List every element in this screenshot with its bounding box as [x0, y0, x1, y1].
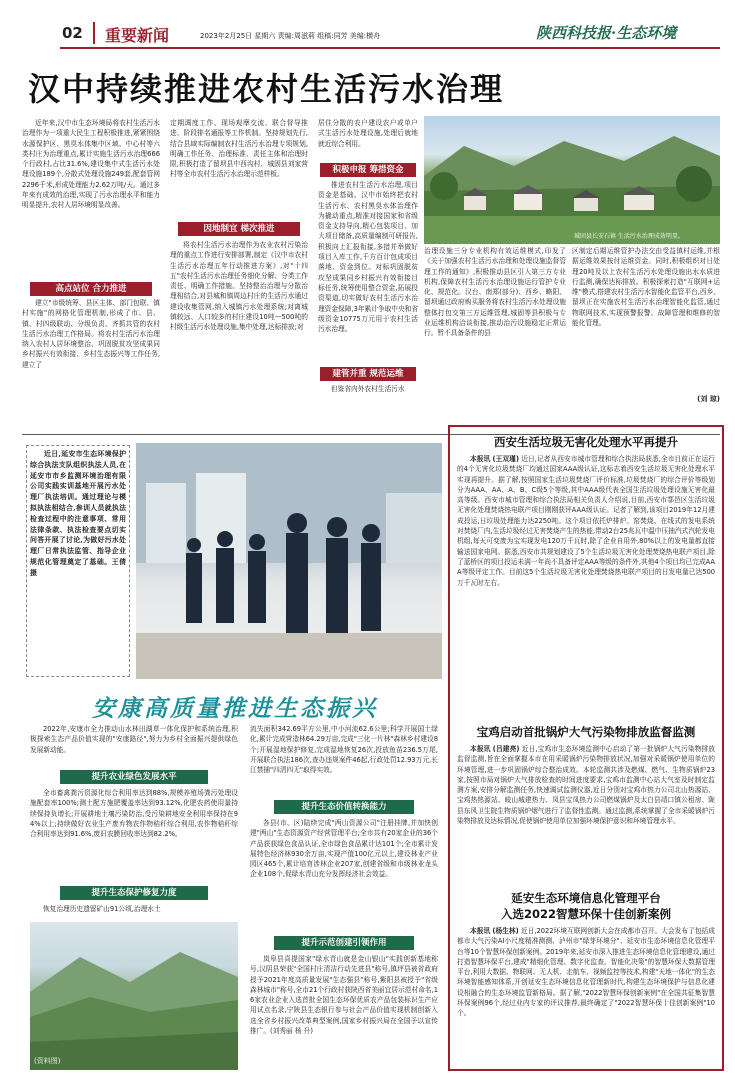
photo-caption: 城固县长安石镇 生活污水治理成效明显。 [574, 233, 684, 240]
header-rule [60, 47, 720, 49]
article-author: (刘 琼) [697, 395, 720, 403]
subheading: 高点站位 合力推进 [30, 282, 152, 296]
people-graphic [136, 443, 442, 679]
article-paragraph: 但鉴省内外农村生活污水 [331, 385, 405, 393]
subheading: 建管并重 规范运维 [320, 367, 416, 381]
article-body: 近日,宝鸡市生态环境监测中心启动了第一批锅炉大气污染物排放监督监测,旨在全面掌握本市在用采暖锅炉污染物排放状况,加强对采暖锅炉使用单位的环境管理,进一步巩固锅炉综合整治成效。本轮监测共涉及燃煤、燃气、生物质锅炉23家,按照市局对锅炉大气排放检查的时间进度要求,宝鸡市监测中心站大气室及时制定监测方案,安排分解监测任务,快速调试监测仪器,近日分别对宝鸡市热力公司北山热源站、宝鸡热热源站、岐山城建热力、凤县宝凤热力公司燃煤锅炉及太白县靖口镇公租房、陇县东风卫生院生物质锅炉烟气进行了监督性监测。通过监测,系统掌握了全市采暖锅炉污染物排放及达标情况,促使锅炉使用单位加强环境保护意识和环境管理水平。 [457, 745, 715, 826]
hanzhong-col-1 [22, 118, 160, 428]
author: (杨生林) [492, 927, 519, 935]
subheading: 提升生态价值转换能力 [274, 800, 414, 814]
ankang-title: 安康高质量推进生态振兴 [92, 695, 378, 722]
subheading: 提升农业绿色发展水平 [60, 770, 208, 784]
village-photo [424, 116, 720, 244]
xian-body [457, 454, 715, 714]
brand-logo: 陕西科技报·生态环境 [536, 24, 677, 42]
subheading: 提升示范创建引领作用 [274, 936, 414, 950]
baoji-title: 宝鸡启动首批锅炉大气污染物排放监督监测 [476, 725, 696, 739]
hanzhong-col-3 [318, 118, 418, 428]
article-paragraph: 将农村生活污水治理作为农业农村污染治理的重点工作进行安排部署,制定《汉中市农村生活污水治理五年行动推进方案》,对"十四五"农村生活污水治理任务细化分解、分类工作责任、明确工作措施。坚持整治治理与分散治理相结合,对县城和镇周边村庄的生活污水通过建设收集管网,纳入城镇污水处理系统;对离城镇较远、人口较多的村庄建设10吨—500吨的村级生活污水处理设施,集中处理,达标排放;对 [170, 241, 308, 332]
author: (王双瑾) [492, 455, 520, 463]
right-news-box [448, 425, 724, 1071]
article-paragraph: 近年来,汉中市生态环境局将农村生活污水治理作为一项重大民生工程积极推进,紧紧围绕水源保护区、黑臭水体集中区域、中心村等六类村庄为治理重点,累计实施生活污水治理666个行政村,占比31.6%,建设集中式生活污水处理设施189个,分散式处理设施249套,配套管网2296千米,形成处理能力2.62万吨/天。通过多年来有成效的治理,实现了污水治理水平和能力明显提升,农村人居环境明显改善。 [22, 119, 160, 210]
article-paragraph: 居住分散的农户建设农户或单户式生活污水处理设施,处理后就地就近综合利用。 [318, 119, 418, 148]
article-body: 近日,2022环境互联网创新大会在成都市召开。大会发布了包括成都市大气污染AI小尺度精准测测、泸州市"绿芽环境分"、延安市生态环境信息化管理平台等10个智慧环保创新案例。2019年来,延安市深入推进生态环境信息化管理建设,通过打造智慧环保平台,建成"精细化管理、数字化监查、智能化决策"的智慧环保大数据管理平台,利用大数据、物联网、无人机、走航车、视频监控等技术,构建"天地一体化"的生态环境智能感知体系,开创延安生态环境信息化管理新时代,构建生态环境保护与信息化建设相融合的生态环境监管新格局。据了解,"2022智慧环保创新案例"在全国共征集智慧环保案例96个,经过业内专家的评议推荐,最终确定了"2022智慧环保十佳创新案例"10个。 [457, 927, 715, 1018]
header-info: 2023年2月25日 星期六 责编:周滋莉 组稿:同芳 美编:横舟 [200, 32, 381, 40]
page-number: 02 [62, 24, 83, 42]
photo-caption: (资料图) [34, 1057, 61, 1065]
article-body: 近日,记者从西安市城市管理和综合执法局获悉,全市目前正在运行的4个无害化垃圾焚烧厂均通过国家AAA级认证,这标志着西安生活垃圾无害化处理水平实现再提升。据了解,按照国家生活垃圾焚烧厂评价标准,垃圾焚烧厂的综合评价等级划分为AAA、AA、A、B、C级5个等级,其中AAA级代表全国生活垃圾处理设施无害化最高等级。西安市城市管理和综合执法局相关负责人介绍说,目前,西安市鄠邑区生活垃圾无害化处理焚烧热电联产项目刚刚获评AAA级认证。记者了解到,该项目2019年12月建成投运,日垃圾处理能力达2250吨。这个项目依托炉排炉、窑焚烧、在线式的发电系统对焚烧厂内,生活垃圾经过无害焚烧产生的热能,带动2台25兆瓦中温中压抽汽式汽轮发电机组,每天可变废为宝实现发电120万千瓦时,除了企业自用外,80%以上的发电量都直接输送国家电网。据悉,西安市共规划建设了5个生活垃圾无害化处理焚烧热电联产项目,除了蓝桥区的项目投运未满一年尚不具备评定AAA等级的条件外,其他4个项目均已完成AAA等级评定工作。目前这5个生活垃圾无害化处理焚烧热电联产项目的日发电量已达500万千瓦时左右。 [457, 455, 715, 587]
article-paragraph: 恢复治理历史遗留矿山91公顷,治理水土 [43, 905, 161, 913]
ankang-col-1 [30, 724, 238, 1070]
hanzhong-col-4 [424, 246, 566, 430]
article-paragraph: 岚皋县喜提国家"绿水青山就是金山银山"实践创新基地称号,汉阴县荣获"全国村庄清洁行动先进县"称号,镇坪县被省政府授予2021年度高质量发展"生态强县"称号,紫阳县被授予"省级森林城市"称号,全市21个行政村获陕西省美丽宜居示范村命名,16家农业企业入选首批全国生态环保优质农产品包装标识生产应用试点名录,宁陕县生态银行参与社会产品价值实现机制创新入选全省乡村振兴改革典型案例,国家乡村振兴局在全国予以宣传推广。(刘秀丽 杨 升) [250, 955, 438, 1036]
article-paragraph: 全市畜禽粪污资源化综合利用率达到88%,规模养殖场粪污处理设施配套率100%;测土配方施肥覆盖率达到93.12%,化肥农药使用量持续保持负增长;开展耕地土壤污染防治,受污染耕地安全利用率保持在94%以上;持续做好农业生产废弃物农作物秸秆综合利用,农作物秸秆综合利用率达到91.6%,废旧农膜回收率达到82.2%。 [30, 789, 238, 839]
article-paragraph: 推进农村生活污水治理,项目资金是基础。汉中市始终把农村生活污水、农村黑臭水体治理作为撬动重点,精准对接国家和省级资金支持导向,精心包装项目、加大项目储备,高质量编制可研报告,积极向上汇报衔接,多措并举做好项目入库工作,千方百计包成项目落地、资金到位。对标巩固脱贫攻坚成果同乡村振兴有效衔接目标任务,统筹使用整合资金,拓展投资渠道,切实做好农村生活污水治理资金保障,3年累计争取中央和省级资金10775万元用于农村生活污水治理。 [318, 181, 418, 334]
byline: 本报讯 [470, 455, 491, 463]
article-paragraph: 定期调度工作、现场观摩交流、联合督导推进、阶段排名通报等工作机制。坚持规划先行,结合县域实际编制农村生活污水治理专项规划,明确工作任务、治理标准、责任主体和治理时限,积极打造了留坝县中西沟村、城固县刘家营村等全市农村生活污水治理示范样板。 [170, 119, 308, 179]
header-divider-icon [93, 22, 95, 44]
article-paragraph: 流失面积342.69平方公里,中小河流62.6公里;科学开展国土绿化,累计完成营造林64.29万亩,完成"三化一片林"森林乡村建设8个;开展湿地保护修复,完成湿地恢复26次,投放鱼苗236.5万尾,开展联合执法186次,查办违规案件46起,行政处罚12.93万元,长江禁捕"四清四无"取得实效。 [250, 725, 438, 775]
headline: 汉中持续推进农村生活污水治理 [28, 70, 505, 108]
subheading: 提升生态保护修复力度 [60, 886, 208, 900]
author: (吕建亮) [492, 745, 520, 753]
hanzhong-col-2 [170, 118, 308, 428]
side-note-box [26, 445, 130, 677]
yanan-body [457, 926, 715, 1090]
page-header [0, 0, 735, 50]
training-photo [136, 443, 442, 679]
hanzhong-col-5 [572, 246, 720, 430]
subheading: 因地制宜 梯次推进 [178, 222, 300, 236]
subheading: 积极申报 筹措资金 [320, 163, 416, 177]
ankang-photo [30, 922, 238, 1070]
byline: 本报讯 [470, 745, 491, 753]
xian-title: 西安生活垃圾无害化处理水平再提升 [494, 435, 678, 449]
yanan-title-1: 延安生态环境信息化管理平台 [511, 891, 661, 905]
section-title: 重要新闻 [105, 26, 170, 45]
article-paragraph: 各县(市、区)陆续完成"两山资源公司"注册挂牌,并加快创建"两山"生态资源资产经营管理平台;全市共有20家企业的36个产品获获绿色食品认证,全市绿色食品累计达101个;全市累计发展特色经济林930余万亩,实现产值100亿元以上,建设林业产业园区465个,累计培育涉林企业207家,创建省级和市级林业龙头企业108个,促绿水青山充分发挥经济社会效益。 [250, 819, 438, 879]
mountain-graphic [30, 922, 238, 1070]
byline: 本报讯 [470, 927, 491, 935]
landscape-graphic [424, 116, 720, 244]
article-paragraph: 建立"市级统筹、县区主体、部门包联、镇村实施"的网格化管理机制,形成了市、县、镇、村四级联动、分级负责、齐抓共管的农村生活污水治理工作格局。将农村生活污水治理纳入农村人居环境整治、巩固脱贫攻坚成果同乡村振兴有效衔接、乡村生态振兴等工作任务,建立了 [22, 299, 160, 369]
baoji-body [457, 744, 715, 882]
article-paragraph: 治理设施三分专业机构有效运维模式,印发了《关于加强农村生活污水治理和处理设施监督管理工作的通知》,积极推动县区引入第三方专业机构,保障农村生活污水治理设施运行管护专业化、规范化。汉台、南郑(部分)、西乡、略阳、留坝通过政府购买服务将农村生活污水处理设施整体打包交第三方运维管理,城固等县积极与专业运维机构洽谈衔接,推动治污设施稳定正常运行。暂不具备条件的县 [424, 247, 566, 338]
article-paragraph: 区制定后期运维管护办法交由受益镇村运维,并根据运维效果按付运维资金。同时,积极组织对日处理20吨及以上农村生活污水处理设施出水水质进行监测,确保达标排放。积极探索打造"互联网+运维"模式,搭建农村生活污水智能化监管平台,西乡、留坝正在实施农村生活污水治理智能化监管,通过物联网技术,实现预警报警、故障管理和维修的智能化管理。 [572, 247, 720, 328]
article-paragraph: 2022年,安康市全力推动山水林田湖草一体化保护和系统治理,积极探索生态产品价值实现的"安康路径",努力为乡村全面振兴提供绿色发展新动能。 [30, 725, 238, 754]
side-note-text: 近日,延安市生态环境保护综合执法支队组织执法人员,在延安市市乡监测环境治理有限公司实践实训基地开展污水处理厂执法培训。通过理论与模拟执法相结合,参训人员就执法检查过程中的注意事项、常用法律条款、执法检查要点切实问答开展了讨论,为做好污水处理厂日常执法监管、指导企业规范化管理奠定了基础。王倩 摄 [30, 450, 126, 577]
ankang-col-2 [250, 724, 438, 1070]
yanan-title-2: 入选2022智慧环保十佳创新案例 [500, 907, 671, 921]
